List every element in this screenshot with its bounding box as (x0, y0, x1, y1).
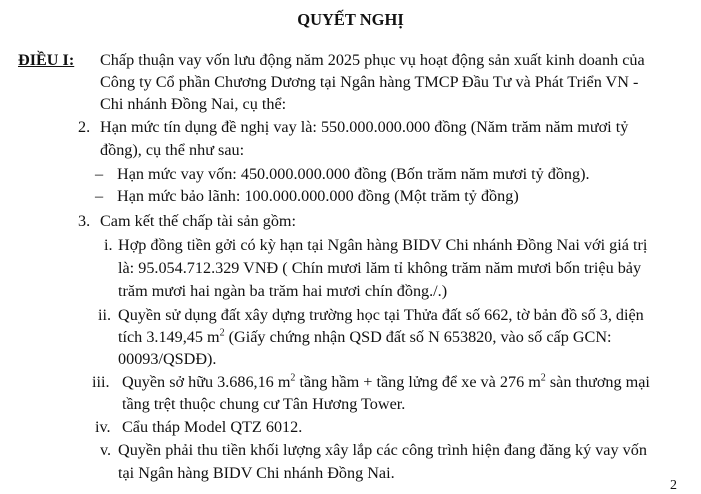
sub-item-iii-line-2: tầng trệt thuộc chung cư Tân Hương Tower. (122, 395, 406, 413)
sub-item-iii-number: iii. (92, 373, 110, 391)
sub-item-v-number: v. (100, 441, 112, 459)
bullet-dash: – (95, 187, 104, 205)
sub-item-v-line-1: Quyền phải thu tiền khối lượng xây lắp các công trình hiện đang đăng ký vay vốn (118, 441, 647, 459)
article-label: ĐIỀU I: (18, 51, 75, 69)
sub-item-ii-number: ii. (98, 306, 112, 324)
item-2-line-1: Hạn mức tín dụng đề nghị vay là: 550.000.000.000 đồng (Năm trăm năm mươi tỷ (100, 118, 629, 136)
superscript-2: 2 (290, 372, 296, 384)
sub-item-i-line-1: Hợp đồng tiền gởi có kỳ hạn tại Ngân hàng BIDV Chi nhánh Đồng Nai với giá trị (118, 236, 648, 254)
sub-item-ii-certificate-text: (Giấy chứng nhận QSD đất số N 653820, vào số cấp GCN: (224, 328, 612, 346)
item-3-number: 3. (78, 212, 91, 230)
article-text-line-2: Công ty Cổ phần Chương Dương tại Ngân hàng TMCP Đầu Tư và Phát Triển VN - (100, 73, 639, 91)
superscript-2: 2 (540, 372, 546, 384)
sub-item-iii-part-a: Quyền sở hữu 3.686,16 m (122, 373, 291, 391)
sub-item-iv-number: iv. (95, 418, 111, 436)
sub-item-iii-part-c: sàn thương mại (545, 373, 650, 391)
sub-item-ii-area-text: tích 3.149,45 m (118, 328, 220, 346)
sub-item-iii-line-1 (122, 372, 650, 393)
article-text-line-3: Chi nhánh Đồng Nai, cụ thể: (100, 95, 287, 113)
article-text-line-1: Chấp thuận vay vốn lưu động năm 2025 phục vụ hoạt động sản xuất kinh doanh của (100, 51, 645, 69)
document-title: QUYẾT NGHỊ (297, 10, 404, 29)
sub-item-iv-line-1: Cẩu tháp Model QTZ 6012. (122, 418, 303, 436)
sub-item-ii-line-3: 00093/QSDĐ). (118, 350, 217, 368)
sub-item-iii-part-b: tầng hầm + tầng lửng để xe và 276 m (295, 373, 541, 391)
bullet-guarantee: Hạn mức bảo lãnh: 100.000.000.000 đồng (Một trăm tỷ đồng) (117, 187, 519, 205)
item-2-number: 2. (78, 118, 91, 136)
sub-item-i-line-2: là: 95.054.712.329 VNĐ ( Chín mươi lăm tỉ không trăm năm mươi bốn triệu bảy (118, 259, 642, 277)
sub-item-i-number: i. (104, 236, 113, 254)
sub-item-ii-line-1: Quyền sử dụng đất xây dựng trường học tại Thửa đất số 662, tờ bản đồ số 3, diện (118, 306, 644, 324)
item-3-text: Cam kết thế chấp tài sản gồm: (100, 212, 296, 230)
superscript-2: 2 (219, 327, 225, 339)
bullet-dash: – (95, 165, 104, 183)
sub-item-v-line-2: tại Ngân hàng BIDV Chi nhánh Đồng Nai. (118, 464, 395, 482)
sub-item-ii-line-2 (118, 327, 612, 348)
sub-item-i-line-3: trăm mươi hai ngàn ba trăm hai mươi chín đồng./.) (118, 282, 448, 300)
page-number: 2 (670, 478, 677, 493)
item-2-line-2: đồng), cụ thể như sau: (100, 141, 245, 159)
bullet-credit-loan: Hạn mức vay vốn: 450.000.000.000 đồng (Bốn trăm năm mươi tỷ đồng). (117, 165, 590, 183)
